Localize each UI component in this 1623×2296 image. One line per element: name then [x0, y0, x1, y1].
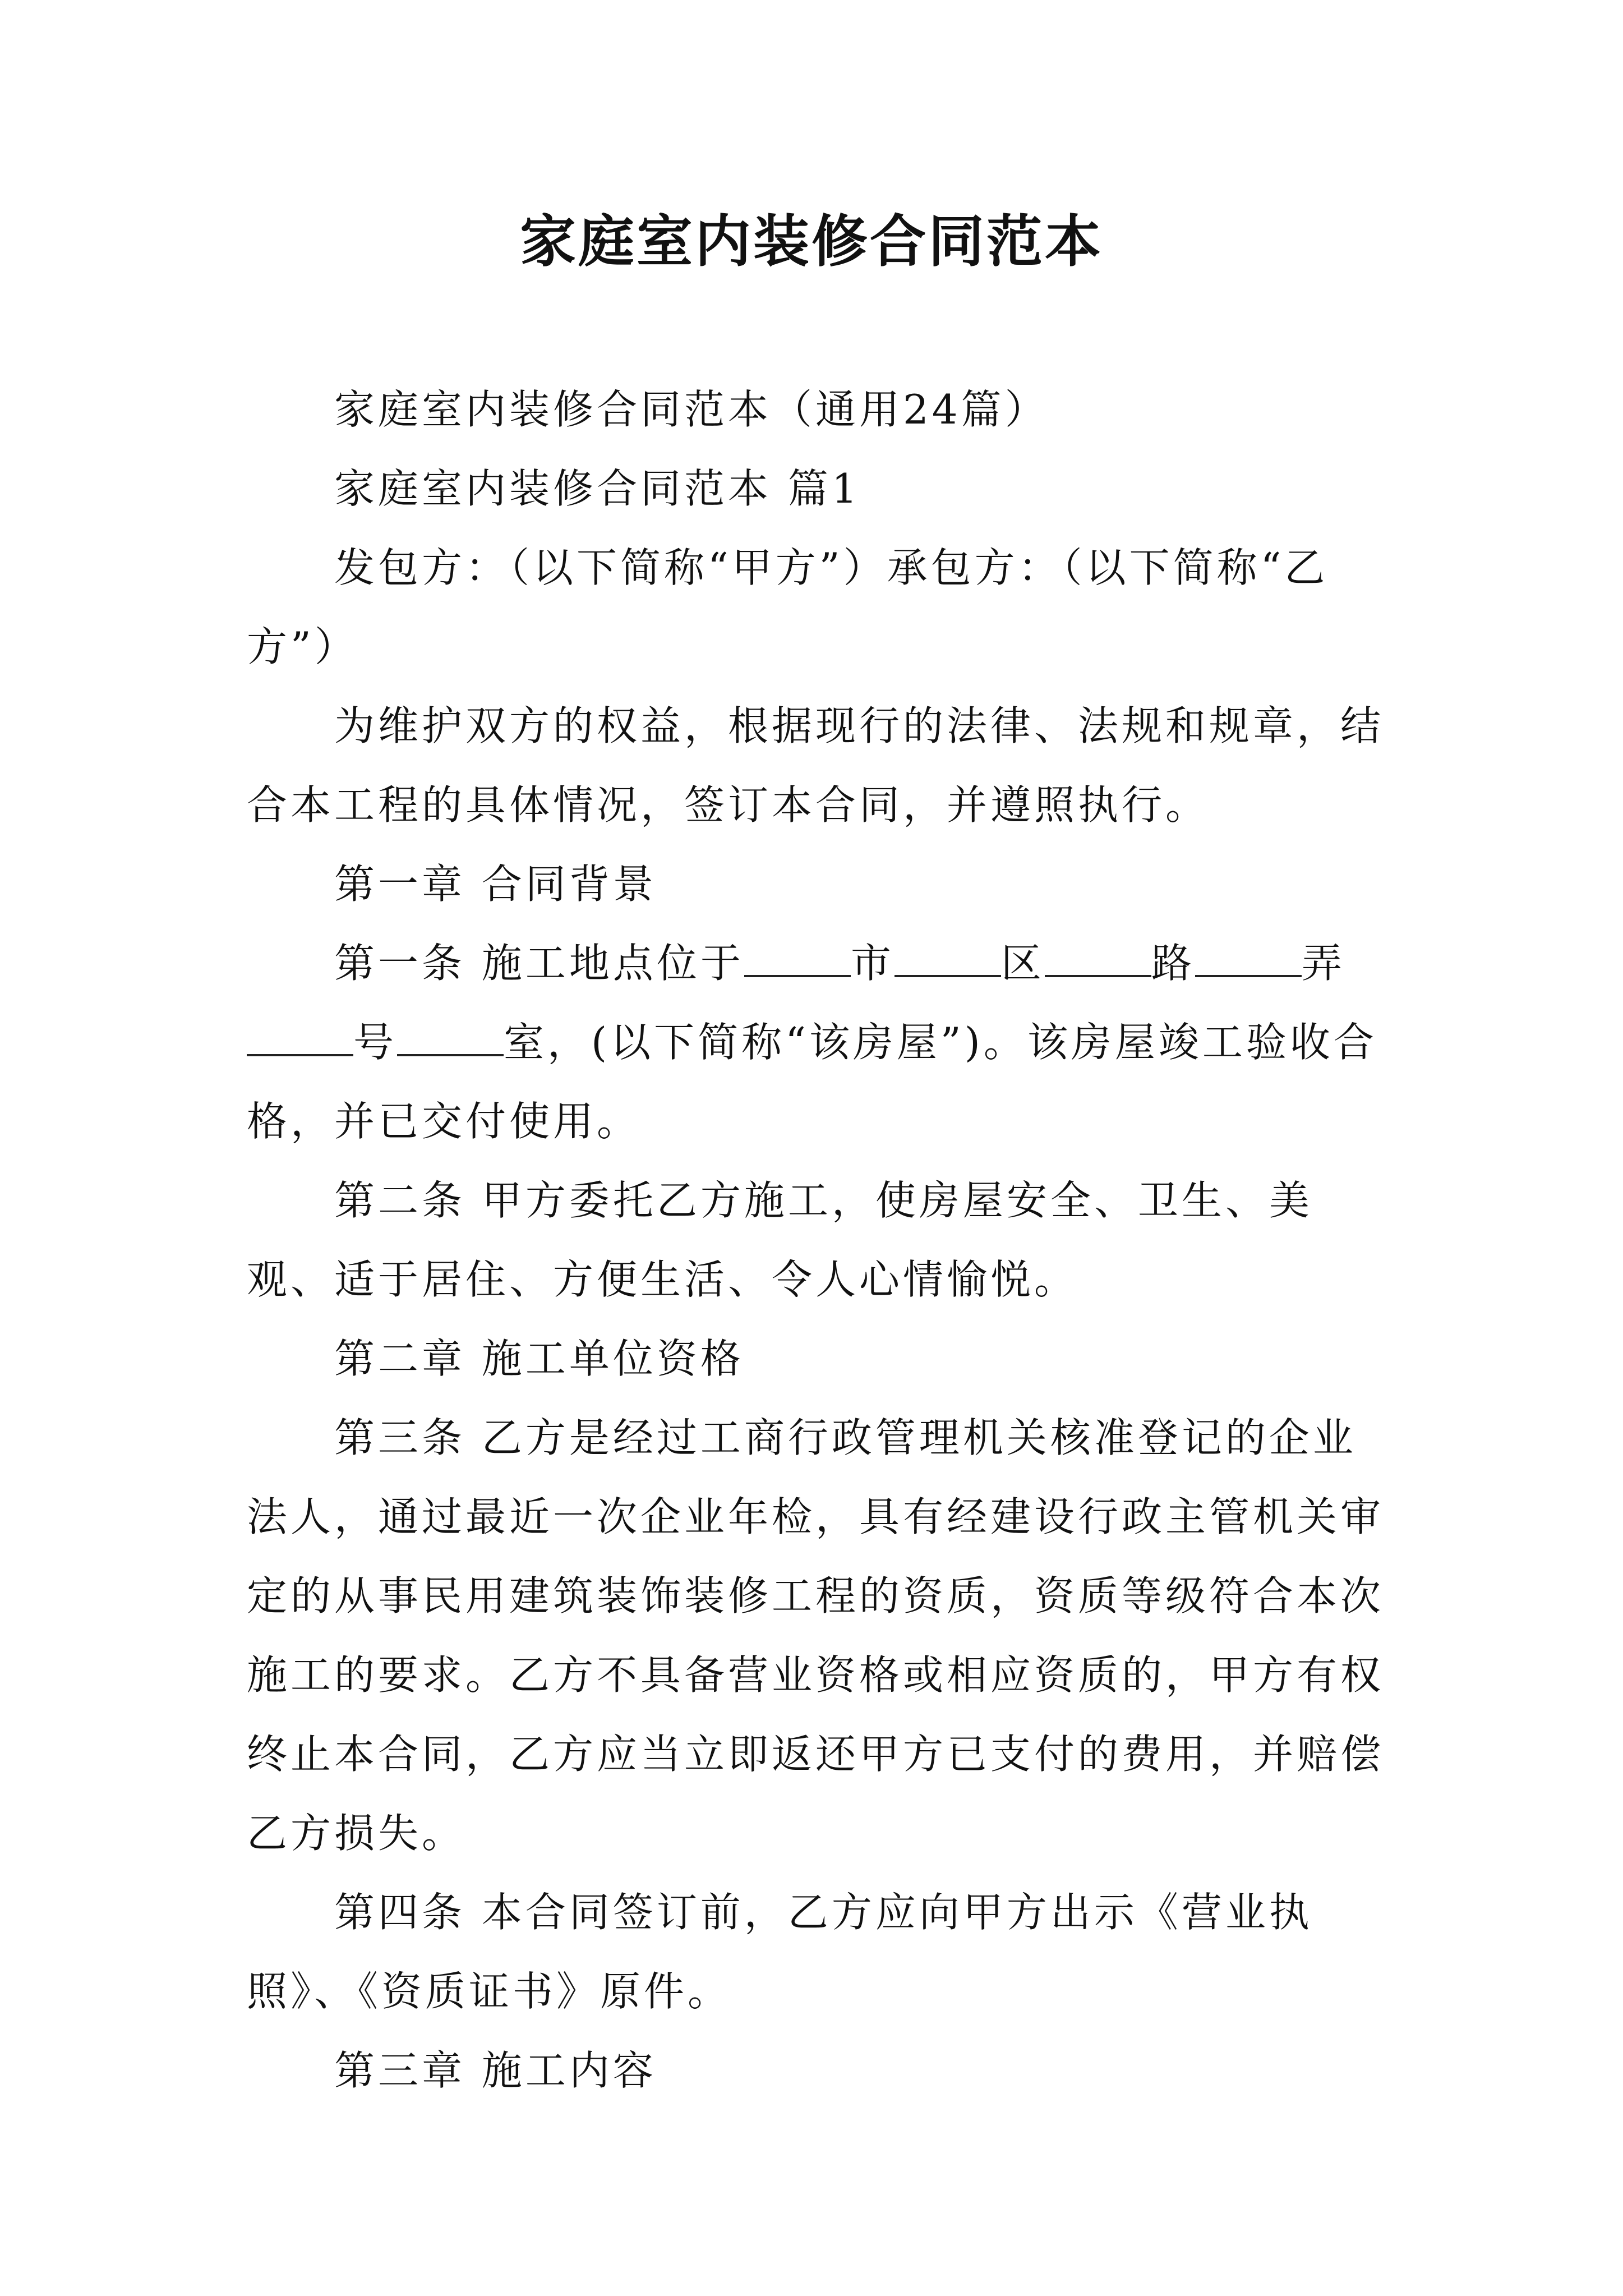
blank-line	[247, 1019, 353, 1056]
blank-line	[744, 940, 851, 977]
paragraph-section-heading: 家庭室内装修合同范本 篇1	[334, 465, 861, 512]
article-3: 第三条 乙方是经过工商行政管理机关核准登记的企业法人，通过最近一次企业年检，具有经建设行政主管机关审定的从事民用建筑装饰装修工程的资质，资质等级符合本次施工的要求。乙方不具备营业资格或相应资质的，甲方有权终止本合同，乙方应当立即返还甲方已支付的费用，并赔偿乙方损失。	[247, 1414, 1385, 1857]
article-1-part: 弄	[1301, 940, 1345, 987]
blank-line	[895, 940, 1001, 977]
article-1-part: 市	[850, 940, 895, 987]
article-1-part: 第一条 施工地点位于	[334, 940, 744, 987]
paragraph-subtitle: 家庭室内装修合同范本（通用24篇）	[334, 386, 1049, 433]
blank-line	[397, 1019, 504, 1056]
article-4: 第四条 本合同签订前，乙方应向甲方出示《营业执照》、《资质证书》原件。	[247, 1889, 1313, 2015]
document-body	[247, 370, 1391, 2110]
chapter-heading-3: 第三章 施工内容	[334, 2047, 657, 2094]
article-2: 第二条 甲方委托乙方施工，使房屋安全、卫生、美观、适于居住、方便生活、令人心情愉悦。	[247, 1177, 1313, 1303]
article-1-part: 区	[1000, 940, 1045, 987]
chapter-heading-1: 第一章 合同背景	[334, 861, 657, 908]
paragraph-purpose: 为维护双方的权益，根据现行的法律、法规和规章，结合本工程的具体情况，签订本合同，并遵照执行。	[247, 702, 1385, 829]
paragraph-parties: 发包方：（以下简称“甲方”）承包方：（以下简称“乙方”）	[247, 544, 1329, 670]
article-1	[247, 924, 1391, 1161]
document-title: 家庭室内装修合同范本	[520, 208, 1103, 274]
blank-line	[1045, 940, 1151, 977]
blank-line	[1195, 940, 1302, 977]
chapter-heading-2: 第二章 施工单位资格	[334, 1335, 744, 1382]
article-1-part: 号	[353, 1019, 398, 1066]
article-1-part: 室，(以下简称“该房屋”)。该房屋竣工验收合格，并已交付使用。	[247, 1019, 1377, 1145]
article-1-part: 路	[1151, 940, 1195, 987]
